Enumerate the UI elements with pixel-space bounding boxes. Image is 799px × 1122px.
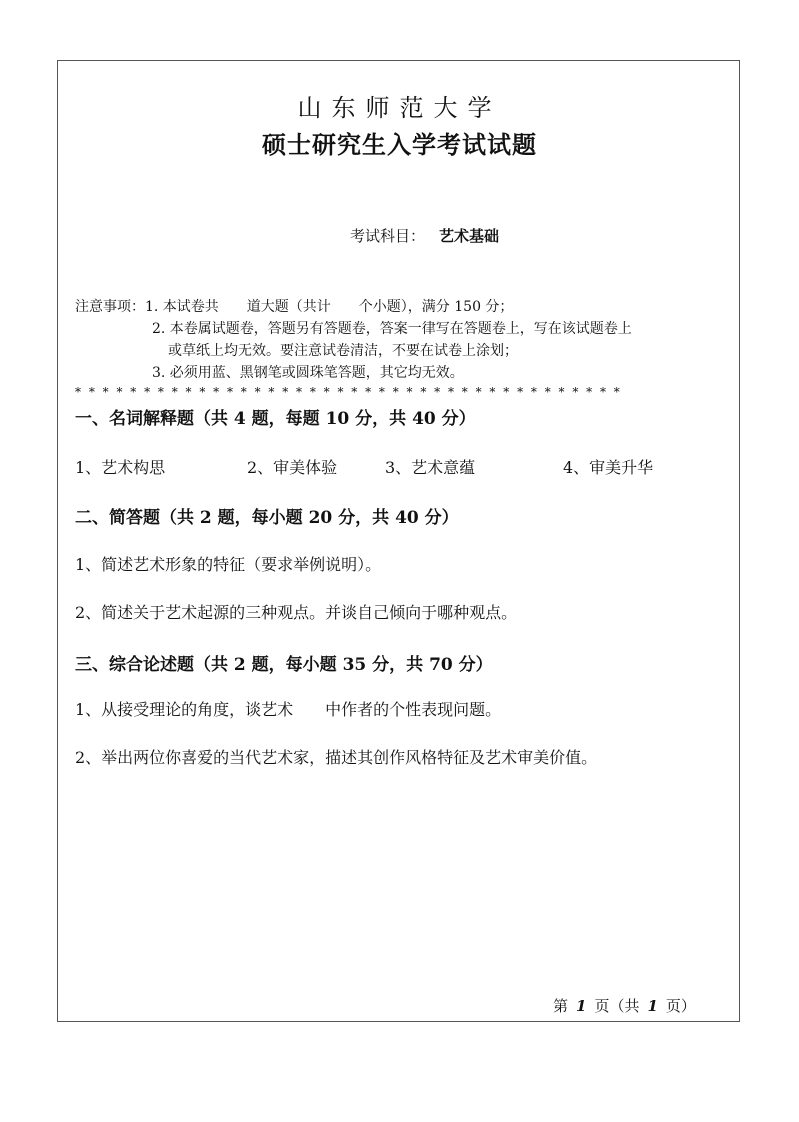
question: 3、艺术意蕴 xyxy=(385,458,476,477)
note-item: 3. 必须用蓝、黑钢笔或圆珠笔答题，其它均无效。 xyxy=(152,365,464,381)
exam-notes xyxy=(75,296,632,384)
question: 2、审美体验 xyxy=(247,458,338,477)
note-item: 1. 本试卷共 道大题（共计 个小题），满分 150 分； xyxy=(145,299,514,315)
page-border xyxy=(57,60,740,1022)
subject-value: 艺术基础 xyxy=(439,227,500,245)
footer-text: 第 xyxy=(553,997,569,1015)
subject-label: 考试科目： xyxy=(350,227,426,245)
question: 4、审美升华 xyxy=(563,458,654,477)
question-row xyxy=(75,455,653,478)
university-name: 山东师范大学 xyxy=(297,94,502,122)
note-item: 2. 本卷属试题卷，答题另有答题卷，答案一律写在答题卷上，写在该试题卷上 xyxy=(152,321,632,337)
question: 1、艺术构思 xyxy=(75,458,166,477)
section-heading: 三、综合论述题（共 2 题，每小题 35 分，共 70 分） xyxy=(75,655,493,675)
exam-title: 硕士研究生入学考试试题 xyxy=(262,130,537,159)
question: 1、简述艺术形象的特征（要求举例说明）。 xyxy=(75,555,382,574)
section-heading: 一、名词解释题（共 4 题，每题 10 分，共 40 分） xyxy=(75,409,476,429)
divider-stars: * * * * * * * * * * * * * * * * * * * * * * * * * * * * * * * * * * * * * * * * xyxy=(75,385,622,399)
footer-text: 页（共 xyxy=(594,997,640,1015)
page-number: 1 xyxy=(576,997,587,1015)
note-item: 或草纸上均无效。要注意试卷清洁，不要在试卷上涂划； xyxy=(168,343,518,359)
question: 2、简述关于艺术起源的三种观点。并谈自己倾向于哪种观点。 xyxy=(75,603,518,622)
question: 2、举出两位你喜爱的当代艺术家，描述其创作风格特征及艺术审美价值。 xyxy=(75,748,598,767)
section-heading: 二、简答题（共 2 题，每小题 20 分，共 40 分） xyxy=(75,508,459,528)
page-total: 1 xyxy=(647,997,658,1015)
question: 1、从接受理论的角度，谈艺术 中作者的个性表现问题。 xyxy=(75,700,502,719)
footer-text: 页） xyxy=(665,997,696,1015)
exam-subject xyxy=(350,225,499,246)
notes-label: 注意事项： xyxy=(75,299,145,315)
page-footer xyxy=(553,995,696,1016)
